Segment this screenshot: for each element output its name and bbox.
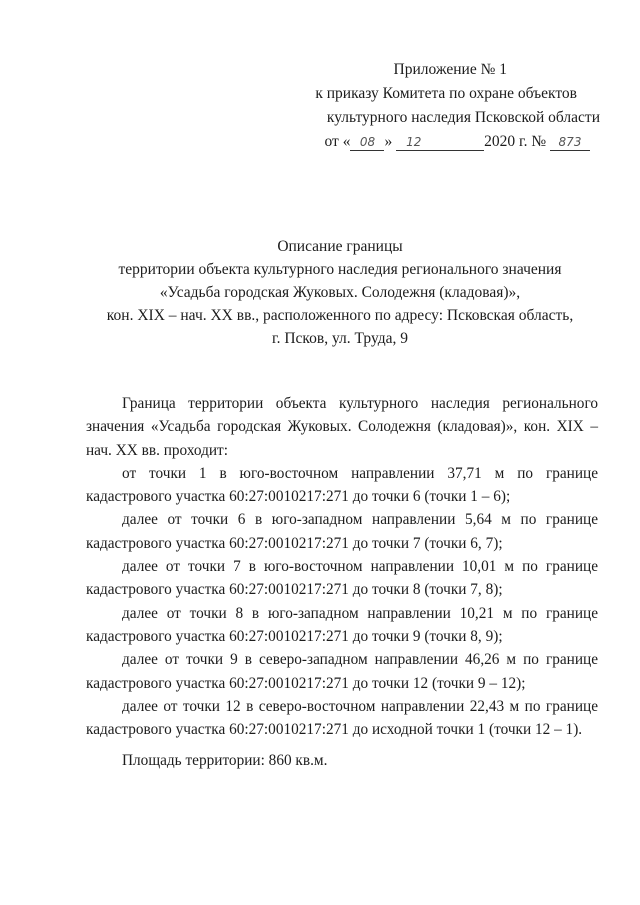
order-reference-line-1: к приказу Комитета по охране объектов: [315, 85, 577, 102]
title-line: г. Псков, ул. Труда, 9: [271, 330, 408, 347]
order-reference-line-2: культурного наследия Псковской области: [326, 109, 600, 126]
handwritten-month: 12: [396, 134, 484, 151]
document-title: [60, 235, 620, 350]
order-date-line: [300, 130, 600, 154]
boundary-description: [86, 392, 598, 773]
title-line: «Усадьба городская Жуковых. Солодежня (кладовая)»,: [159, 284, 521, 301]
date-prefix: от «: [324, 133, 351, 150]
boundary-segment: далее от точки 12 в северо-восточном направлении 22,43 м по границе кадастрового участка 60:27:0010217:271 до исходной точки 1 (точки 12 – 1).: [86, 697, 598, 739]
handwritten-order-number: 873: [550, 134, 590, 151]
title-line: территории объекта культурного наследия регионального значения: [118, 261, 562, 278]
appendix-header: [300, 58, 600, 154]
appendix-title: Приложение № 1: [393, 61, 507, 78]
date-mid: »: [384, 133, 393, 150]
title-line: Описание границы: [277, 238, 403, 255]
area-statement: Площадь территории: 860 кв.м.: [122, 752, 328, 770]
title-line: кон. XIX – нач. XX вв., расположенного по адресу: Псковская область,: [106, 307, 574, 324]
boundary-segment: далее от точки 6 в юго-западном направлении 5,64 м по границе кадастрового участка 60:27:0010217:271 до точки 7 (точки 6, 7);: [86, 511, 598, 552]
boundary-segment: далее от точки 9 в северо-западном направлении 46,26 м по границе кадастрового участка 60:27:0010217:271 до точки 12 (точки 9 – 12);: [86, 651, 598, 692]
date-year: 2020 г. №: [484, 133, 547, 150]
boundary-segment: от точки 1 в юго-восточном направлении 37,71 м по границе кадастрового участка 60:27:0010217:271 до точки 6 (точки 1 – 6);: [86, 464, 598, 506]
boundary-segment: далее от точки 8 в юго-западном направлении 10,21 м по границе кадастрового участка 60:27:0010217:271 до точки 9 (точки 8, 9);: [86, 604, 598, 645]
boundary-segment: далее от точки 7 в юго-восточном направлении 10,01 м по границе кадастрового участка 60:27:0010217:271 до точки 8 (точки 7, 8);: [86, 558, 598, 599]
intro-paragraph: Граница территории объекта культурного наследия регионального значения «Усадьба городская Жуковых. Солодежня (кладовая)», кон. XIX – нач. XX вв. проходит:: [86, 395, 598, 459]
handwritten-day: 08: [350, 134, 384, 151]
